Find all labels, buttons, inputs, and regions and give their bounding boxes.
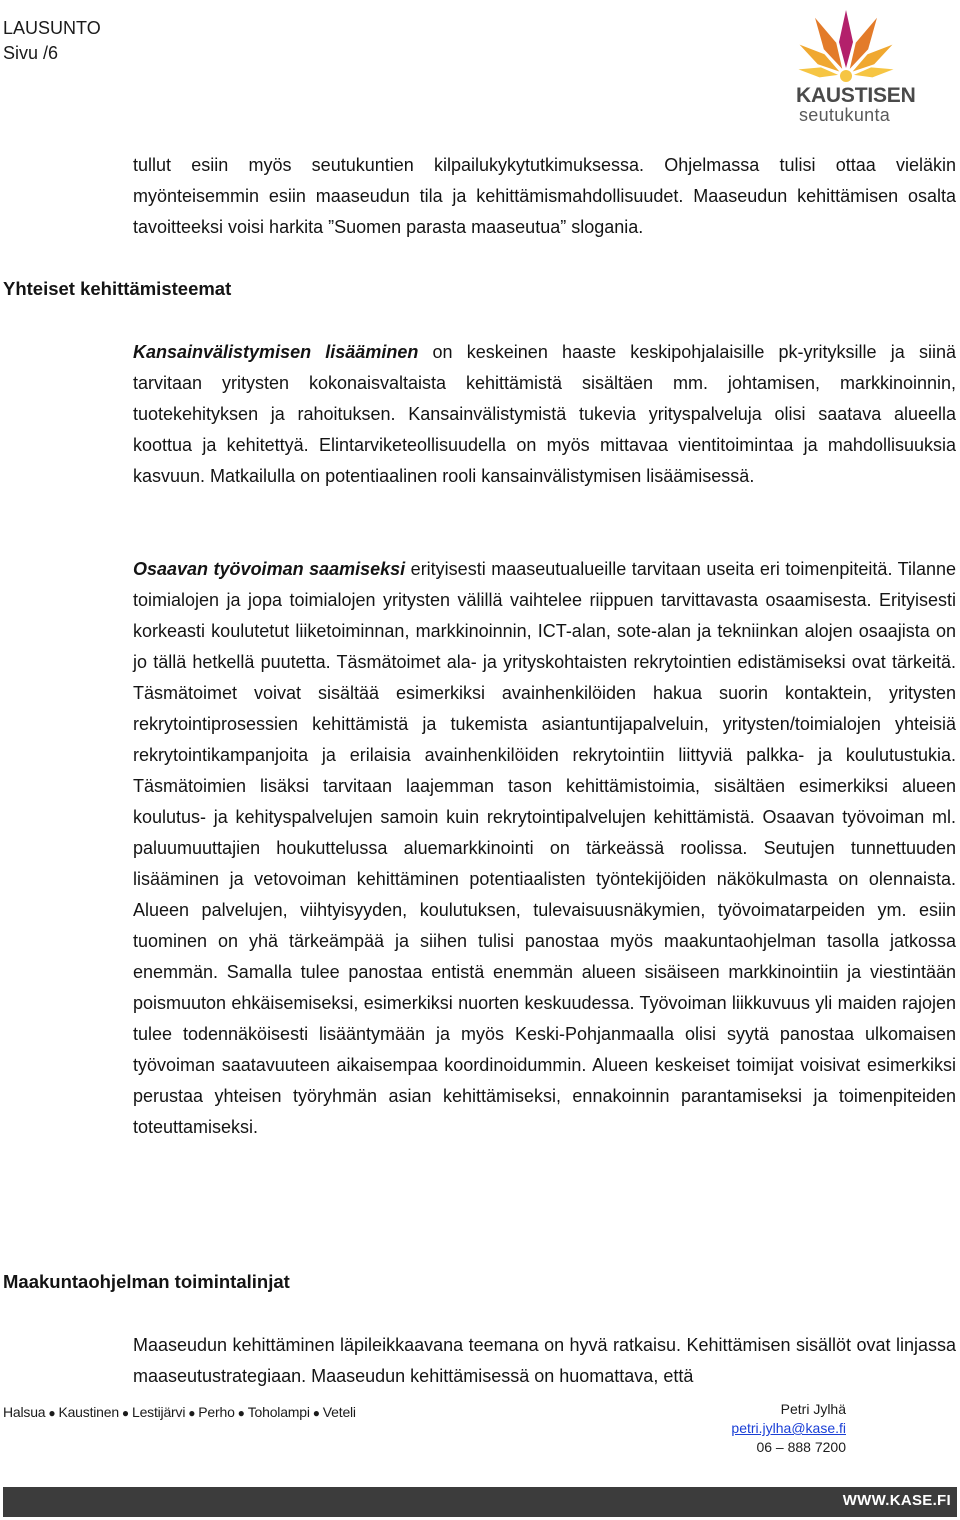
- contact-email-link[interactable]: petri.jylha@kase.fi: [731, 1420, 846, 1436]
- document-type: LAUSUNTO: [3, 18, 101, 38]
- contact-block: [700, 1400, 846, 1457]
- sun-emblem-icon: [786, 2, 920, 88]
- town: Kaustinen: [58, 1404, 119, 1420]
- bullet-icon: ●: [188, 1406, 196, 1420]
- town: Halsua: [3, 1404, 46, 1420]
- town: Perho: [198, 1404, 235, 1420]
- website-link[interactable]: WWW.KASE.FI: [842, 1492, 951, 1509]
- bullet-icon: ●: [121, 1406, 129, 1420]
- paragraph-text: on keskeinen haaste keskipohjalaisille pk-yrityksille ja siinä tarvitaan yritysten kokonaisvaltaista kehittämistä sisältäen mm. johtamisen, markkinoinnin, tuotekehityksen ja rahoituksen. Kansainvälistymistä tukevia yrityspalveluja olisi saatava alueella koottua ja kehitettyä. Elintarviketeollisuudella on myös mittavaa vientitoimintaa ja mahdollisuuksia kasvuun. Matkailulla on potentiaalinen rooli kansainvälistymisen lisäämisessä.: [133, 342, 956, 486]
- section-heading-action-lines: Maakuntaohjelman toimintalinjat: [3, 1271, 290, 1292]
- document-header: [3, 16, 101, 66]
- page-number: Sivu /6: [3, 43, 59, 63]
- paragraph-text: erityisesti maaseutualueille tarvitaan useita eri toimenpiteitä. Tilanne toimialojen ja jopa toimialojen yritysten välillä vaihtelee riippuen tarvittavasta osaamisesta. Erityisesti korkeasti koulutetut liiketoiminnan, markkinoinnin, ICT-alan, sote-alan ja tekniinkan alojen osaajista on jo tällä hetkellä puutetta. Täsmätoimet ala- ja yrityskohtaisten rekrytointien edistämiseksi ovat tärkeitä. Täsmätoimet voivat sisältää esimerkiksi avainhenkilöiden hakua suorin kontaktein, yritysten rekrytointiprosessien kehittämistä ja tukemista asiantuntijapalveluin, yritysten/toimialojen yhteisiä rekrytointikampanjoita ja erilaisia avainhenkilöiden rekrytointiin liittyviä palkka- ja koulutustukia. Täsmätoimien lisäksi tarvitaan laajemman tason kehittämistoimia, sisältäen esimerkiksi alueen koulutus- ja kehityspalvelujen samoin kuin rekrytointipalvelujen kehittämistä. Osaavan työvoiman ml. paluumuuttajien houkuttelussa aluemarkkinointi on tärkeässä roolissa. Seutujen tunnettuuden lisääminen ja vetovoiman kehittäminen potentiaalisten työntekijöiden näkökulmasta on olennaista. Alueen palvelujen, viihtyisyyden, koulutuksen, tulevaisuusnäkymien, työvoimatarpeiden ym. esiin tuominen on yhä tärkeämpää ja siihen tulisi panostaa myös maakuntaohjelman tasolla jatkossa enemmän. Samalla tulee panostaa entistä enemmän alueen sisäiseen markkinointiin ja viestintään poismuuton ehkäisemiseksi, esimerkiksi nuorten keskuudessa. Työvoiman liikkuvuus yli maiden rajojen tulee todennäköisesti lisääntymään ja myös Keski-Pohjanmaalla olisi syytä panostaa ulkomaisen työvoiman saatavuuteen aikaisempaa koordinoidummin. Alueen keskeiset toimijat voisivat esimerkiksi perustaa yhteisen työryhmän asian kehittämiseksi, ennakoinnin parantamiseksi ja toimenpiteiden toteuttamiseksi.: [133, 559, 956, 1137]
- paragraph-internationalization: [133, 337, 956, 492]
- footer-municipalities: [3, 1404, 356, 1420]
- paragraph-lead: Osaavan työvoiman saamiseksi: [133, 559, 406, 579]
- paragraph-workforce: [133, 554, 956, 1143]
- paragraph-lead: Kansainvälistymisen lisääminen: [133, 342, 419, 362]
- town: Toholampi: [247, 1404, 310, 1420]
- section-heading-themes: Yhteiset kehittämisteemat: [3, 278, 232, 299]
- intro-paragraph: tullut esiin myös seutukuntien kilpailukykytutkimuksessa. Ohjelmassa tulisi ottaa vieläkin myönteisemmin esiin maaseudun tila ja kehittämismahdollisuudet. Maaseudun kehittämisen osalta tavoitteeksi voisi harkita ”Suomen parasta maaseutua” slogania.: [133, 155, 956, 237]
- town: Veteli: [322, 1404, 356, 1420]
- town: Lestijärvi: [131, 1404, 186, 1420]
- logo-name: KAUSTISEN: [796, 84, 916, 107]
- bullet-icon: ●: [237, 1406, 245, 1420]
- logo-subtitle: seutukunta: [799, 105, 891, 125]
- bullet-icon: ●: [312, 1406, 320, 1420]
- contact-phone: 06 – 888 7200: [756, 1439, 846, 1455]
- paragraph-rural-development: Maaseudun kehittäminen läpileikkaavana teemana on hyvä ratkaisu. Kehittämisen sisällöt ovat linjassa maaseutustrategiaan. Maaseudun kehittämisessä on huomattava, että: [133, 1335, 956, 1386]
- contact-name: Petri Jylhä: [780, 1401, 846, 1417]
- bullet-icon: ●: [48, 1406, 56, 1420]
- kaustinen-logo: [786, 2, 920, 126]
- footer-bar: [3, 1487, 957, 1517]
